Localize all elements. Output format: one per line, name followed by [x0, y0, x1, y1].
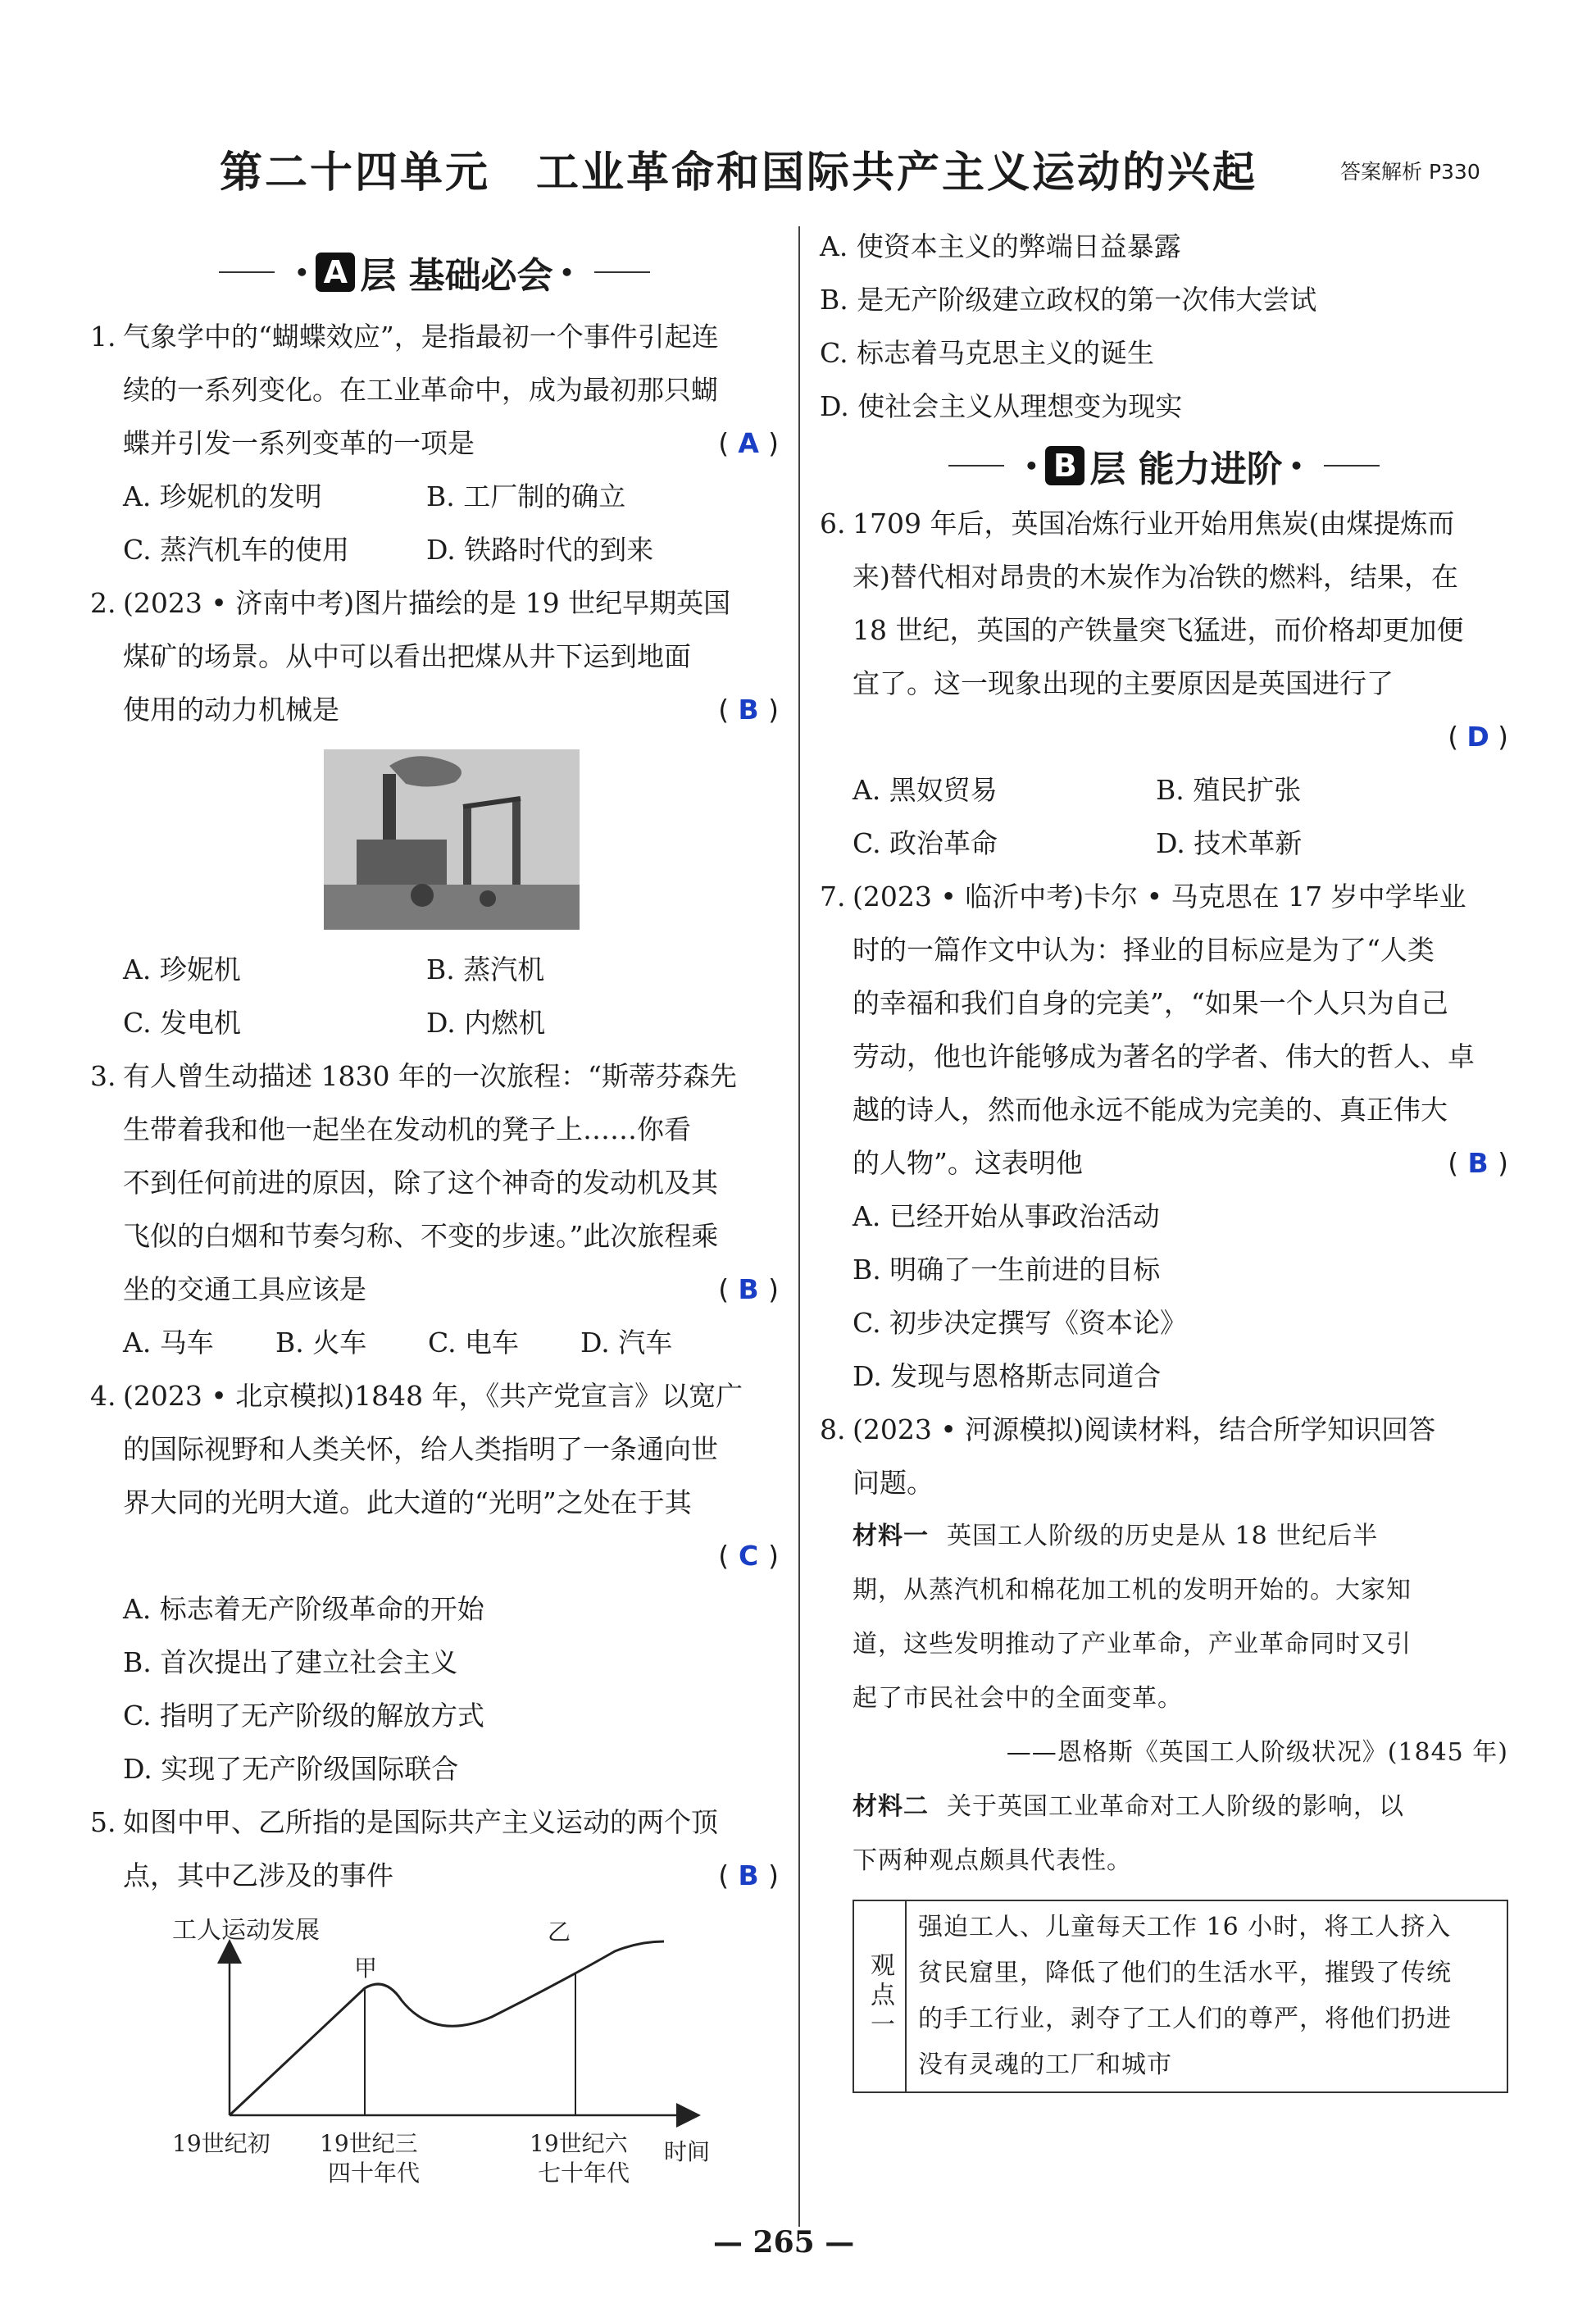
- question-text: 宜了。这一现象出现的主要原因是英国进行了: [853, 667, 1394, 699]
- option: C. 标志着马克思主义的诞生: [820, 337, 1155, 369]
- question-text: 的人物”。这表明他: [853, 1147, 1083, 1179]
- question-text: 如图中甲、乙所指的是国际共产主义运动的两个顶: [123, 1806, 718, 1838]
- option: D. 铁路时代的到来: [426, 534, 654, 566]
- question-text: 问题。: [853, 1467, 934, 1499]
- options: [90, 470, 779, 523]
- options: [90, 996, 779, 1049]
- material-text: 英国工人阶级的历史是从 18 世纪后半: [947, 1522, 1379, 1550]
- option: A. 马车: [123, 1327, 214, 1359]
- peak-label-yi: 乙: [548, 1918, 571, 1946]
- section-a-title: 层 基础必会: [360, 255, 553, 297]
- option: A. 已经开始从事政治活动: [853, 1200, 1160, 1232]
- option: B. 殖民扩张: [1156, 774, 1302, 806]
- question-text: (2023 • 北京模拟)1848 年，《共产党宣言》以宽广: [123, 1380, 743, 1412]
- option: A. 珍妮机的发明: [123, 480, 322, 512]
- question-text: 飞似的白烟和节奏匀称、不变的步速。”此次旅程乘: [123, 1220, 719, 1252]
- option: D. 使社会主义从理想变为现实: [820, 390, 1183, 422]
- answer-letter: B: [738, 694, 759, 726]
- option: C. 指明了无产阶级的解放方式: [123, 1700, 485, 1732]
- question-3: [90, 1049, 779, 1369]
- coal-mine-illustration: [324, 749, 580, 930]
- option: B. 首次提出了建立社会主义: [123, 1646, 458, 1678]
- option: A. 珍妮机: [123, 954, 241, 985]
- viewpoint-line: 强迫工人、儿童每天工作 16 小时，将工人挤入: [918, 1913, 1452, 1941]
- question-4: [90, 1369, 779, 1796]
- option: A. 黑奴贸易: [853, 774, 998, 806]
- answer-bracket: ( C ): [718, 1529, 779, 1582]
- x-tick-label: 四十年代: [328, 2160, 421, 2187]
- question-number: 6.: [820, 507, 846, 539]
- question-text: 续的一系列变化。在工业革命中，成为最初那只蝴: [123, 374, 718, 406]
- question-text: (2023 • 济南中考)图片描绘的是 19 世纪早期英国: [123, 587, 731, 619]
- option: C. 初步决定撰写《资本论》: [853, 1307, 1188, 1339]
- question-text: 来)替代相对昂贵的木炭作为冶铁的燃料，结果，在: [853, 561, 1458, 593]
- peak-label-jia: 甲: [354, 1955, 378, 1982]
- section-a-badge: A: [316, 253, 355, 292]
- chart-svg: [90, 1918, 713, 2189]
- section-b-heading: • B 层 能力进阶 •: [820, 436, 1508, 495]
- question-2: [90, 576, 779, 1049]
- question-number: 7.: [820, 881, 846, 913]
- option: D. 内燃机: [426, 1007, 546, 1039]
- material-one: [820, 1509, 1508, 1780]
- x-tick-label: 七十年代: [538, 2160, 630, 2187]
- option: C. 发电机: [123, 1007, 242, 1039]
- answer-reference: 答案解析 P330: [1340, 160, 1480, 184]
- question-text: 时的一篇作文中认为：择业的目标应是为了“人类: [853, 934, 1435, 966]
- answer-bracket: ( B ): [1448, 1136, 1508, 1190]
- question-number: 5.: [90, 1806, 116, 1838]
- question-5: [90, 1796, 779, 1902]
- viewpoint-line: 没有灵魂的工厂和城市: [918, 2050, 1172, 2079]
- option: B. 火车: [275, 1327, 367, 1359]
- section-b-badge: B: [1045, 446, 1084, 485]
- unit-name: 工业革命和国际共产主义运动的兴起: [536, 148, 1258, 198]
- question-text: 坐的交通工具应该是: [123, 1273, 366, 1305]
- section-b-title: 层 能力进阶: [1089, 448, 1283, 490]
- question-5-options: [820, 220, 1508, 433]
- material-text: 道，这些发明推动了产业革命，产业革命同时又引: [853, 1630, 1412, 1659]
- page-number: — 265 —: [713, 2225, 855, 2260]
- question-text: (2023 • 临沂中考)卡尔 • 马克思在 17 岁中学毕业: [853, 881, 1466, 913]
- question-text: 越的诗人，然而他永远不能成为完美的、真正伟大: [853, 1094, 1448, 1126]
- answer-letter: B: [738, 1273, 759, 1305]
- option: B. 明确了一生前进的目标: [853, 1254, 1161, 1286]
- question-text: 18 世纪，英国的产铁量突飞猛进，而价格却更加便: [853, 614, 1464, 646]
- column-divider: [798, 226, 800, 2227]
- question-7: [820, 870, 1508, 1403]
- section-a-heading: • A 层 基础必会 •: [90, 243, 779, 302]
- option: C. 电车: [428, 1327, 520, 1359]
- material-source: ——恩格斯《英国工人阶级状况》(1845 年): [1006, 1738, 1508, 1767]
- question-number: 8.: [820, 1413, 846, 1445]
- right-column: [820, 220, 1508, 2093]
- question-6: [820, 497, 1508, 870]
- question-text: 界大同的光明大道。此大道的“光明”之处在于其: [123, 1486, 692, 1518]
- question-text: 生带着我和他一起坐在发动机的凳子上……你看: [123, 1113, 691, 1145]
- option: D. 技术革新: [1156, 827, 1303, 859]
- question-8: [820, 1403, 1508, 2093]
- question-text: (2023 • 河源模拟)阅读材料，结合所学知识回答: [853, 1413, 1436, 1445]
- answer-letter: C: [739, 1540, 759, 1572]
- question-number: 1.: [90, 321, 116, 353]
- left-column: [90, 243, 779, 2189]
- question-text: 的国际视野和人类关怀，给人类指明了一条通向世: [123, 1433, 718, 1465]
- option: C. 政治革命: [853, 827, 998, 859]
- question-text: 点，其中乙涉及的事件: [123, 1859, 393, 1891]
- question-text: 有人曾生动描述 1830 年的一次旅程：“斯蒂芬森先: [123, 1060, 737, 1092]
- unit-number: 第二十四单元: [220, 148, 491, 198]
- option: B. 工厂制的确立: [426, 480, 626, 512]
- viewpoint-table: [853, 1900, 1508, 2093]
- material-two: [820, 1780, 1508, 1888]
- option: D. 实现了无产阶级国际联合: [123, 1753, 459, 1785]
- question-text: 不到任何前进的原因，除了这个神奇的发动机及其: [123, 1167, 718, 1199]
- option: D. 汽车: [580, 1327, 673, 1359]
- x-tick-label: 19世纪六: [530, 2130, 628, 2157]
- question-text: 的幸福和我们自身的完美”，“如果一个人只为自己: [853, 987, 1448, 1019]
- options: [90, 1316, 779, 1369]
- option: A. 使资本主义的弊端日益暴露: [820, 230, 1181, 262]
- options: [820, 763, 1508, 817]
- viewpoint-line: 的手工行业，剥夺了工人们的尊严，将他们扔进: [918, 2005, 1452, 2033]
- answer-letter: A: [738, 427, 759, 459]
- question-text: 气象学中的“蝴蝶效应”，是指最初一个事件引起连: [123, 321, 719, 353]
- question-number: 3.: [90, 1060, 116, 1092]
- viewpoint-label: 观点一: [854, 1901, 907, 2091]
- material-text: 起了市民社会中的全面变革。: [853, 1684, 1183, 1713]
- answer-letter: B: [738, 1859, 759, 1891]
- answer-bracket: ( A ): [718, 416, 779, 470]
- options: [90, 523, 779, 576]
- answer-bracket: ( B ): [718, 683, 779, 736]
- answer-bracket: ( B ): [718, 1849, 779, 1902]
- material-label: 材料二: [853, 1792, 929, 1821]
- options: [90, 943, 779, 996]
- answer-bracket: ( D ): [1448, 710, 1508, 763]
- option: C. 蒸汽机车的使用: [123, 534, 350, 566]
- answer-letter: B: [1467, 1147, 1489, 1179]
- viewpoint-text: [907, 1901, 1463, 2091]
- movement-curve: [230, 1941, 664, 2115]
- question-text: 使用的动力机械是: [123, 694, 339, 726]
- material-text: 关于英国工业革命对工人阶级的影响，以: [947, 1792, 1404, 1821]
- question-number: 4.: [90, 1380, 116, 1412]
- option: B. 是无产阶级建立政权的第一次伟大尝试: [820, 284, 1317, 316]
- question-text: 煤矿的场景。从中可以看出把煤从井下运到地面: [123, 640, 691, 672]
- material-text: 下两种观点颇具代表性。: [853, 1846, 1132, 1875]
- x-tick-label: 19世纪三: [320, 2130, 418, 2157]
- material-label: 材料一: [853, 1522, 929, 1550]
- options: [820, 817, 1508, 870]
- y-axis-label: 工人运动发展: [172, 1918, 320, 1945]
- workers-movement-chart: [90, 1918, 713, 2189]
- unit-title: [220, 138, 1257, 199]
- option: A. 标志着无产阶级革命的开始: [123, 1593, 484, 1625]
- question-number: 2.: [90, 587, 116, 619]
- answer-letter: D: [1466, 721, 1489, 753]
- x-tick-label: 19世纪初: [172, 2130, 271, 2157]
- coal-mine-image: [324, 749, 580, 930]
- viewpoint-line: 贫民窟里，降低了他们的生活水平，摧毁了传统: [918, 1959, 1452, 1987]
- x-axis-label: 时间: [664, 2138, 711, 2165]
- option: B. 蒸汽机: [426, 954, 545, 985]
- material-text: 期，从蒸汽机和棉花加工机的发明开始的。大家知: [853, 1576, 1412, 1604]
- answer-bracket: ( B ): [718, 1263, 779, 1316]
- question-1: [90, 310, 779, 576]
- question-text: 1709 年后，英国冶炼行业开始用焦炭(由煤提炼而: [853, 507, 1455, 539]
- option: D. 发现与恩格斯志同道合: [853, 1360, 1162, 1392]
- question-text: 蝶并引发一系列变革的一项是: [123, 427, 475, 459]
- question-text: 劳动，他也许能够成为著名的学者、伟大的哲人、卓: [853, 1040, 1475, 1072]
